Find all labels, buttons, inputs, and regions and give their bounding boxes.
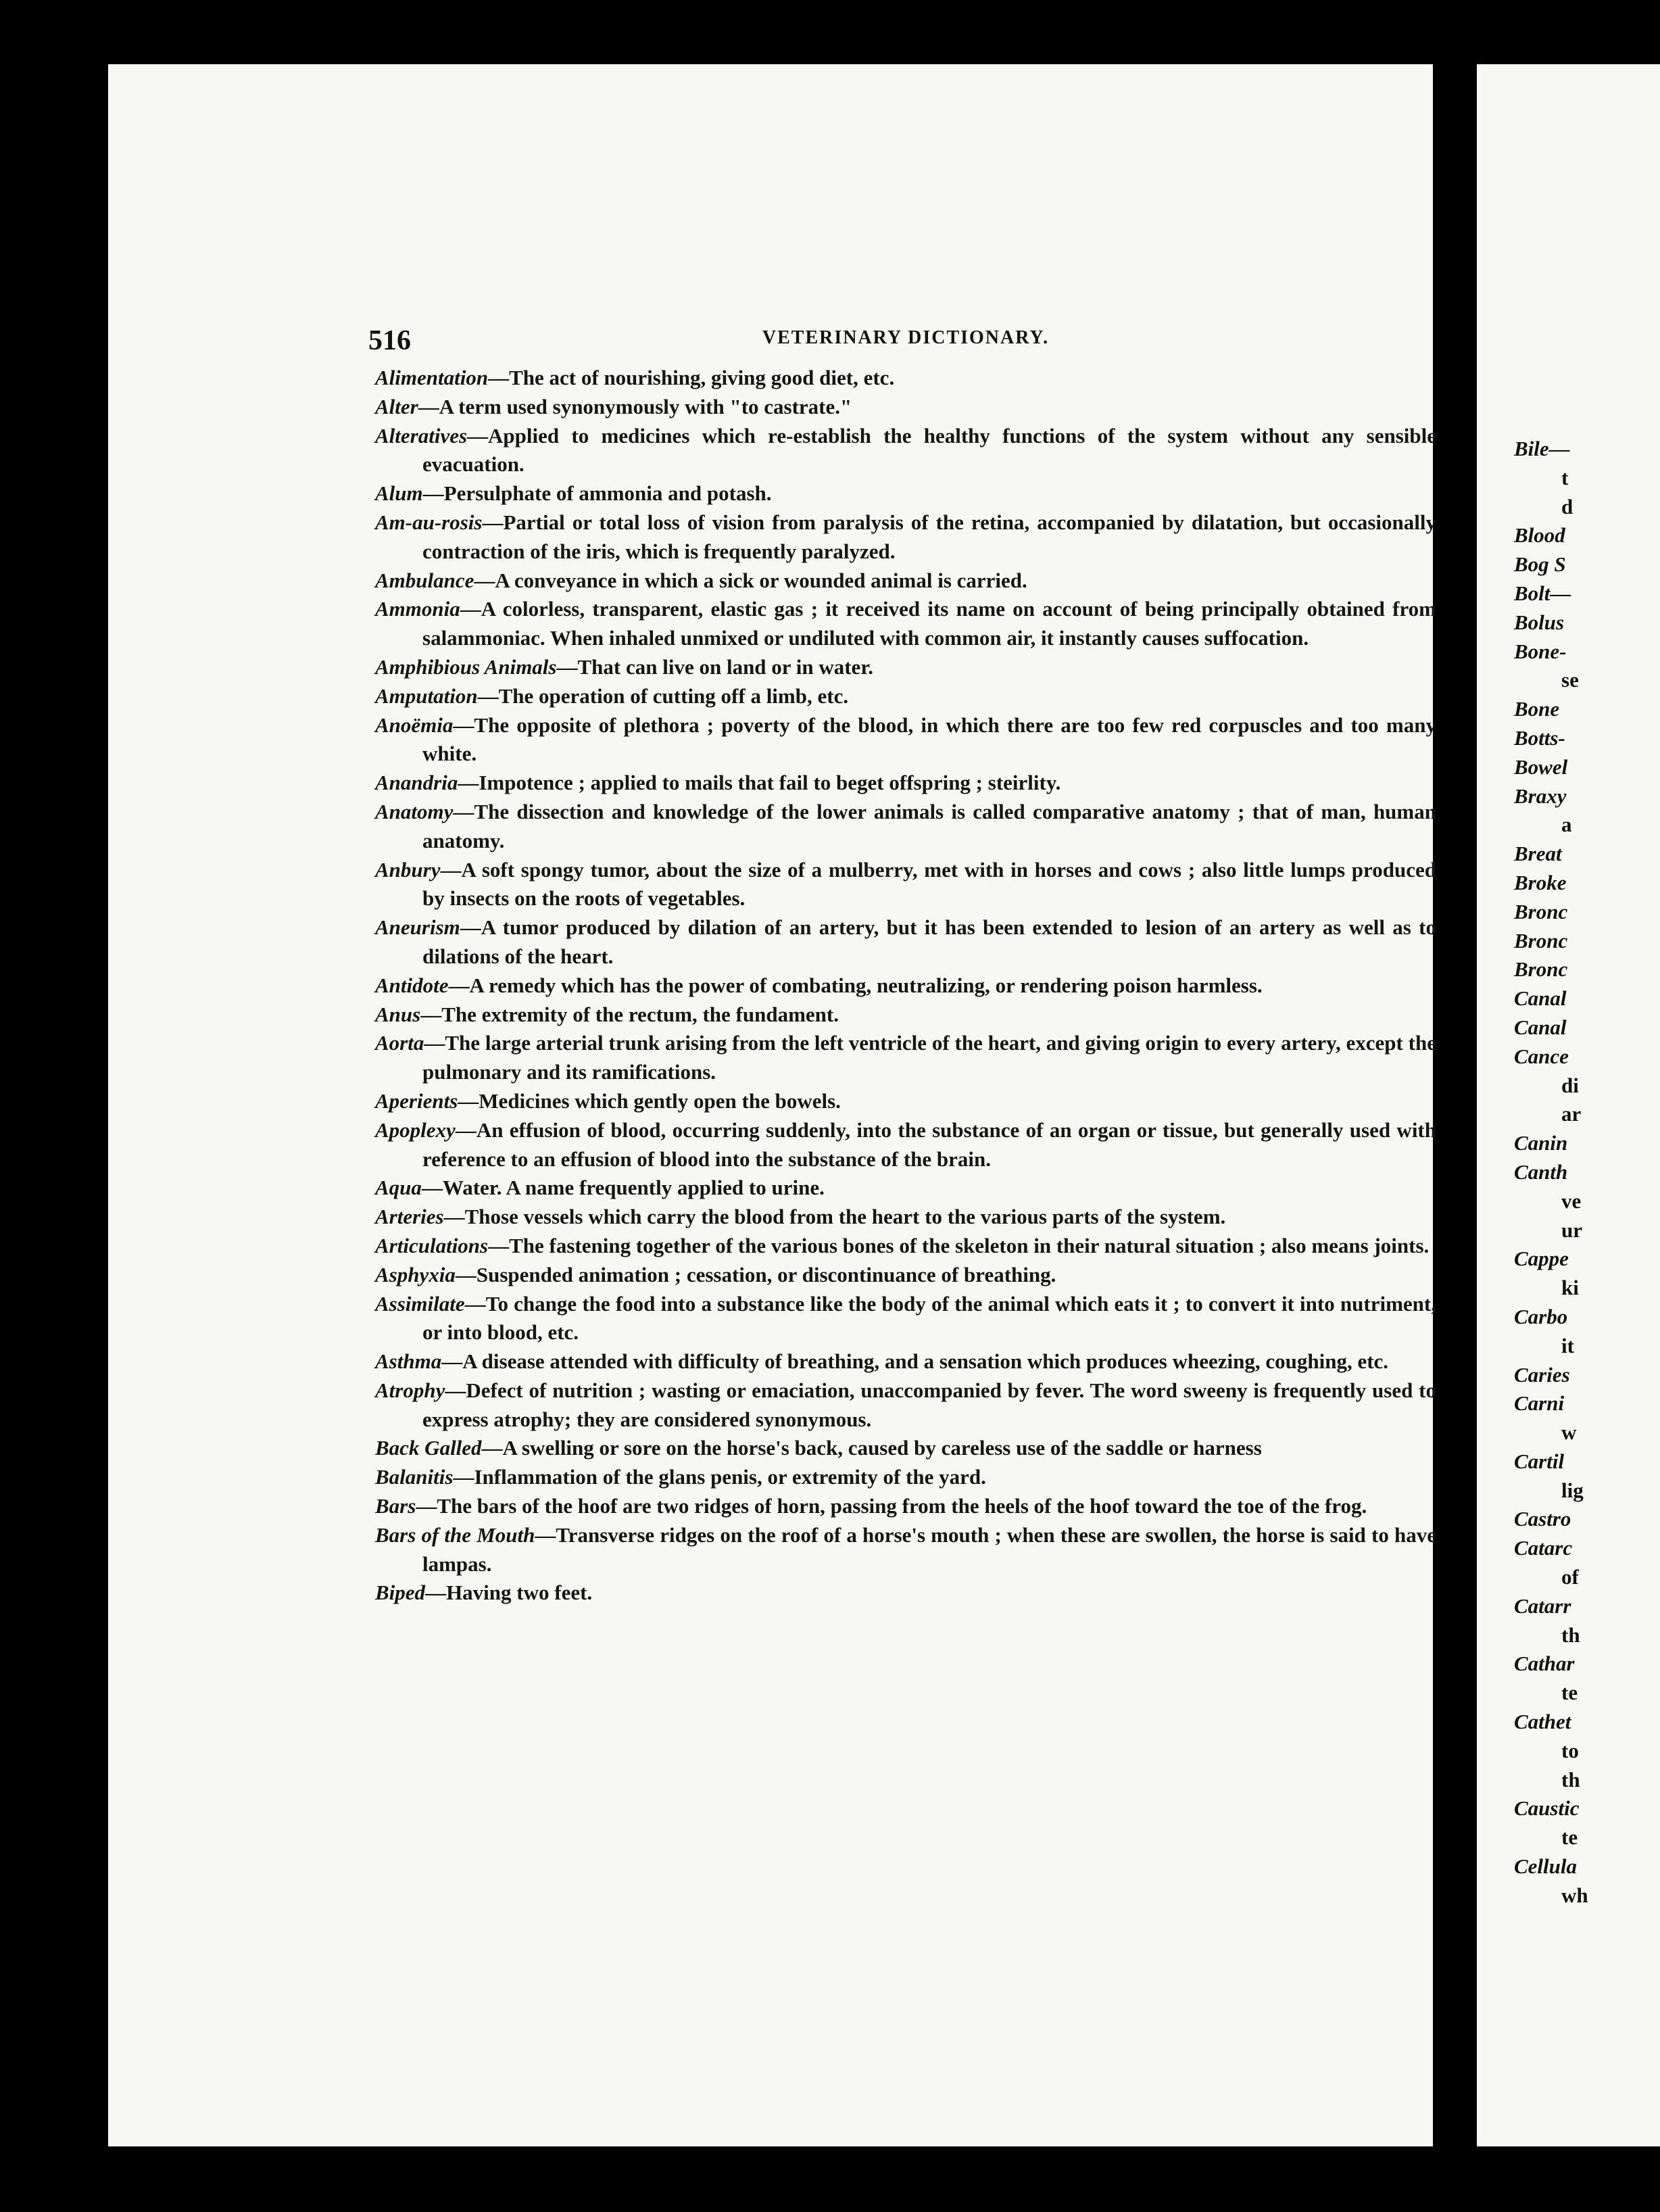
right-page-line: ve [1561, 1188, 1582, 1213]
right-page-line: Broke [1514, 870, 1567, 894]
right-page-line: Cartil [1514, 1449, 1565, 1473]
right-page-line: Carbo [1514, 1304, 1568, 1328]
right-page-line: to [1561, 1738, 1579, 1762]
entry-definition: —Having two feet. [425, 1581, 593, 1605]
right-page-line: Castro [1514, 1507, 1571, 1531]
right-page-line: Bronc [1514, 957, 1568, 982]
dictionary-entry [375, 653, 1436, 682]
dictionary-entries [375, 364, 1436, 1608]
dictionary-entry [375, 567, 1436, 596]
entry-definition: —The act of nourishing, giving good diet, etc. [488, 366, 895, 389]
entry-definition: —Suspended animation ; cessation, or discontinuance of breathing. [455, 1262, 1056, 1287]
right-page-line: Canth [1514, 1159, 1568, 1184]
dictionary-entry [375, 595, 1436, 653]
dictionary-entry [375, 1203, 1436, 1232]
dictionary-entry [375, 1376, 1436, 1435]
dictionary-entry [375, 711, 1436, 769]
entry-term: Anatomy [375, 799, 454, 823]
dictionary-entry [375, 1029, 1436, 1087]
entry-term: Anoëmia [375, 713, 454, 737]
dictionary-entry [375, 971, 1436, 1001]
entry-definition: —Defect of nutrition ; wasting or emaciation, unaccompanied by fever. The word sweeny is frequently used to express atrophy; they are considered synonymous. [422, 1378, 1436, 1431]
entry-term: Assimilate [375, 1291, 465, 1316]
entry-definition: —The operation of cutting off a limb, etc. [477, 683, 849, 708]
entry-term: Back Galled [375, 1436, 482, 1460]
right-page-line: lig [1561, 1478, 1584, 1502]
dictionary-entry [375, 422, 1436, 480]
entry-definition: —A swelling or sore on the horse's back, caused by careless use of the saddle or harness [481, 1436, 1262, 1460]
entry-term: Alimentation [375, 366, 489, 389]
page-header [368, 324, 1436, 362]
right-page-line: wh [1561, 1883, 1588, 1907]
entry-term: Alteratives [375, 423, 468, 448]
right-page-line: Catarr [1514, 1593, 1571, 1618]
entry-term: Am-au-rosis [375, 510, 483, 534]
dictionary-entry [375, 393, 1436, 422]
right-page-line: Bile— [1514, 437, 1570, 460]
dictionary-entry [375, 1579, 1436, 1608]
entry-definition: —The fastening together of the various bones of the skeleton in their natural situation ; also means joints. [488, 1233, 1430, 1257]
entry-definition: —The extremity of the rectum, the fundament. [420, 1002, 839, 1026]
entry-definition: —Inflammation of the glans penis, or extremity of the yard. [453, 1465, 986, 1489]
right-page-line: Cappe [1514, 1247, 1569, 1271]
right-page-line: ar [1561, 1102, 1582, 1126]
right-page-line: Bone [1514, 697, 1560, 721]
entry-definition: —A term used synonymously with "to castrate." [418, 394, 852, 418]
right-page-line: Bowel [1514, 754, 1568, 779]
page-content [368, 324, 1436, 1608]
right-page-line: te [1561, 1681, 1578, 1705]
left-page [108, 64, 1436, 2146]
right-page-line: Caries [1514, 1362, 1570, 1387]
right-page-line: Carni [1514, 1391, 1565, 1416]
right-page-line: di [1561, 1073, 1579, 1097]
entry-definition: —Those vessels which carry the blood from the heart to the various parts of the system. [443, 1205, 1226, 1229]
entry-term: Articulations [375, 1233, 489, 1257]
right-page-line: Bolt— [1514, 581, 1571, 605]
dictionary-entry [375, 508, 1436, 567]
right-page-line: of [1561, 1565, 1579, 1589]
right-page-line: Bronc [1514, 928, 1568, 953]
entry-definition: —A conveyance in which a sick or wounded animal is carried. [474, 568, 1027, 592]
entry-definition: —The large arterial trunk arising from the left ventricle of the heart, and giving origin to every artery, except the pulmonary and its ramifications. [422, 1031, 1436, 1084]
right-page-line: Botts- [1514, 725, 1565, 750]
entry-term: Atrophy [375, 1378, 445, 1402]
right-page-line: Cathar [1514, 1652, 1575, 1676]
right-page-line: te [1561, 1825, 1578, 1850]
entry-term: Anandria [375, 771, 458, 795]
dictionary-entry [375, 913, 1436, 971]
entry-term: Alter [375, 394, 418, 418]
entry-term: Aneurism [375, 915, 460, 940]
dictionary-entry [375, 1463, 1436, 1492]
entry-definition: —A tumor produced by dilation of an artery, but it has been extended to lesion of an artery as well as to dilations of the heart. [422, 915, 1436, 968]
entry-definition: —Impotence ; applied to mails that fail to beget offspring ; steirlity. [458, 771, 1061, 795]
right-page-line: se [1561, 668, 1579, 692]
right-page-line: ki [1561, 1276, 1579, 1300]
entry-term: Anus [375, 1002, 421, 1026]
dictionary-entry [375, 1087, 1436, 1116]
right-page-lines [1514, 435, 1588, 1910]
dictionary-entry [375, 1290, 1436, 1348]
right-page-line: th [1561, 1767, 1580, 1792]
entry-definition: —The bars of the hoof are two ridges of horn, passing from the heels of the hoof toward the toe of the frog. [416, 1494, 1367, 1518]
right-page-line: Cance [1514, 1044, 1569, 1068]
entry-definition: —To change the food into a substance like the body of the animal which eats it ; to convert it into nutriment, or into blood, etc. [422, 1291, 1436, 1345]
entry-term: Aorta [375, 1031, 424, 1055]
entry-definition: —Partial or total loss of vision from paralysis of the retina, accompanied by dilatation, but occasionally contraction of the iris, which is frequently paralyzed. [422, 510, 1436, 563]
entry-definition: —The dissection and knowledge of the lower animals is called comparative anatomy ; that of man, human anatomy. [422, 799, 1436, 852]
right-page-fragment [1477, 64, 1660, 2146]
right-page-line: Breat [1514, 842, 1562, 866]
dictionary-entry [375, 1174, 1436, 1203]
right-page-line: Canal [1514, 1015, 1567, 1039]
right-page-line: Bone- [1514, 639, 1567, 663]
dictionary-entry [375, 798, 1436, 856]
page-number: 516 [368, 325, 411, 356]
entry-term: Anbury [375, 857, 441, 882]
entry-definition: —That can live on land or in water. [556, 654, 873, 679]
entry-term: Amphibious Animals [375, 654, 557, 679]
dictionary-entry [375, 682, 1436, 711]
entry-definition: —A colorless, transparent, elastic gas ; it received its name on account of being principally obtained from salammoniac. When inhaled unmixed or undiluted with common air, it instantly causes suffocation. [422, 597, 1436, 650]
entry-term: Bars of the Mouth [375, 1522, 535, 1547]
right-page-line: d [1561, 494, 1573, 519]
right-page-line: Caustic [1514, 1796, 1580, 1821]
dictionary-entry [375, 1347, 1436, 1376]
entry-term: Bars [375, 1494, 416, 1518]
dictionary-entry [375, 856, 1436, 914]
right-page-line: a [1561, 813, 1572, 837]
right-page-line: Catarc [1514, 1536, 1573, 1560]
dictionary-entry [375, 769, 1436, 798]
right-page-line: it [1561, 1333, 1574, 1357]
entry-term: Apoplexy [375, 1117, 456, 1142]
entry-definition: —The opposite of plethora ; poverty of the blood, in which there are too few red corpuscles and too many white. [422, 713, 1436, 766]
entry-term: Ammonia [375, 597, 460, 621]
entry-definition: —Medicines which gently open the bowels. [458, 1088, 841, 1113]
entry-term: Balanitis [375, 1465, 454, 1489]
entry-definition: —Applied to medicines which re-establish the healthy functions of the system without any sensible evacuation. [422, 423, 1436, 477]
entry-term: Aperients [375, 1088, 458, 1113]
entry-definition: —Persulphate of ammonia and potash. [422, 481, 772, 506]
entry-term: Biped [375, 1581, 426, 1605]
entry-term: Alum [375, 481, 423, 506]
dictionary-entry [375, 1232, 1436, 1261]
right-page-line: Canal [1514, 986, 1567, 1011]
entry-term: Aqua [375, 1176, 422, 1200]
right-page-line: Cathet [1514, 1710, 1571, 1734]
dictionary-entry [375, 1261, 1436, 1290]
dictionary-entry [375, 1001, 1436, 1030]
entry-definition: —Transverse ridges on the roof of a horse's mouth ; when these are swollen, the horse is said to have lampas. [422, 1522, 1436, 1576]
right-page-line: Cellula [1514, 1854, 1578, 1879]
right-page-line: Bolus [1514, 610, 1565, 634]
entry-term: Ambulance [375, 568, 474, 592]
dictionary-entry [375, 364, 1436, 393]
right-page-line: ur [1561, 1218, 1582, 1242]
running-title: VETERINARY DICTIONARY. [762, 327, 1050, 348]
right-page-line: th [1561, 1622, 1580, 1647]
entry-term: Asthma [375, 1349, 442, 1374]
entry-term: Amputation [375, 683, 478, 708]
right-page-line: Braxy [1514, 784, 1567, 808]
right-page-line: Bog S [1514, 552, 1566, 577]
entry-definition: —An effusion of blood, occurring suddenly, into the substance of an organ or tissue, but generally used with reference to an effusion of blood into the substance of the brain. [422, 1117, 1436, 1171]
entry-term: Asphyxia [375, 1262, 456, 1287]
right-page-line: Bronc [1514, 899, 1568, 923]
right-page-line: w [1561, 1420, 1577, 1445]
dictionary-entry [375, 1521, 1436, 1579]
dictionary-entry [375, 1116, 1436, 1174]
right-page-line: Canin [1514, 1131, 1568, 1155]
right-page-line: Blood [1514, 523, 1565, 548]
dictionary-entry [375, 1492, 1436, 1521]
entry-definition: —A soft spongy tumor, about the size of a mulberry, met with in horses and cows ; also little lumps produced by insects on the roots of vegetables. [422, 857, 1436, 911]
entry-term: Arteries [375, 1205, 444, 1229]
dictionary-entry [375, 479, 1436, 508]
right-page-line: t [1561, 465, 1569, 489]
entry-definition: —A disease attended with difficulty of breathing, and a sensation which produces wheezing, coughing, etc. [441, 1349, 1389, 1374]
entry-definition: —Water. A name frequently applied to urine. [421, 1176, 825, 1200]
entry-definition: —A remedy which has the power of combating, neutralizing, or rendering poison harmless. [448, 973, 1263, 997]
dictionary-entry [375, 1434, 1436, 1463]
entry-term: Antidote [375, 973, 449, 997]
